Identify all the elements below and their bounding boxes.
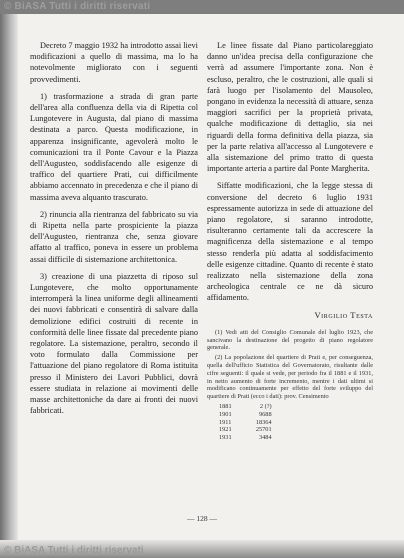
watermark-text: © BiASA Tutti i diritti riservati	[4, 1, 151, 12]
watermark-bar	[0, 0, 404, 14]
census-year: 1921	[219, 426, 232, 434]
page-bottom-shadow	[0, 540, 404, 558]
left-text-column	[30, 40, 198, 423]
census-year: 1931	[219, 434, 232, 442]
paragraph: 3) creazione di una piazzetta di riposo sul Lungotevere, che molto opportunamente interromperà la linea uniforme degli allineamenti dei nuovi fabbricati e consentirà di salvare dalla demolizione edifici costruiti di recente in conformità delle linee fissate dal precedente piano regolatore. La sistemazione, peraltro, secondo il voto formulato dalla Commissione per l'attuazione del piano regolatore di Roma istituita presso il Ministero dei Lavori Pubblici, dovrà essere studiata in relazione ai movimenti delle masse architettoniche da dare ai fronti dei nuovi fabbricati.	[30, 271, 198, 416]
paragraph: 2) rinuncia alla rientranza del fabbricato su via di Ripetta nella parte prospiciente la piazza dell'Augusteo, rientranza che, senza giovare affatto al traffico, poneva in essere un problema assai difficile di sistemazione architettonica.	[30, 209, 198, 264]
author-signature: Virgilio Testa	[314, 309, 373, 320]
census-row	[219, 434, 278, 442]
footnote: (1) Vedi atti del Consiglio Comunale del luglio 1923, che sancivano la destinazione del progetto di piano regolatore generale.	[207, 328, 373, 352]
page-number: — 128 —	[187, 514, 217, 523]
census-year: 1881	[219, 403, 232, 411]
census-population: 2 (?)	[259, 403, 272, 411]
census-row	[219, 411, 278, 419]
census-year: 1901	[219, 410, 232, 418]
page-gutter-shadow	[0, 14, 18, 558]
census-year: 1911	[219, 418, 232, 426]
census-population: 3484	[259, 434, 272, 442]
census-table	[219, 403, 278, 442]
census-row	[219, 403, 278, 411]
paragraph: 1) trasformazione a strada di gran parte dell'area alla confluenza della via di Ripetta col Lungotevere in Augusta, dal piano di massima destinata a parco. Questa modificazione, in apparenza insignificante, agevolerà molto le comunicazioni tra il Ponte Cavour e la Piazza dell'Augusteo, soddisfacendo alle esigenze di traffico del quartiere Prati, cui difficilmente abbiamo accennato in precedenza e che il piano di massima aveva alquanto trascurato.	[30, 91, 198, 202]
footnotes	[207, 329, 373, 401]
paragraph: Decreto 7 maggio 1932 ha introdotto assai lievi modificazioni a quello di massima, ma lo ha notevolmente migliorato con i seguenti provvedimenti.	[30, 41, 198, 84]
census-row	[219, 426, 278, 434]
paragraph: Le linee fissate dal Piano particolareggiato danno un'idea precisa della configurazione che verrà ad assumere l'importante zona. Non è escluso, peraltro, che le costruzioni, alle quali si farà luogo per l'isolamento del Mausoleo, pongano in evidenza la necessità di attuare, senza maggiori sacrifici per la proprietà privata, qualche modificazione di dettaglio, sia nei riguardi della forma definitiva della piazza, sia per la parte relativa all'accesso al Lungotevere e alla sistemazione del primo tratto di questa importante arteria a partire dal Ponte Margherita.	[207, 41, 373, 174]
census-row	[219, 419, 278, 427]
watermark-text: © BiASA Tutti i diritti riservati	[4, 545, 144, 556]
right-text-column	[207, 40, 373, 442]
footnote: (2) La popolazione del quartiere di Prati e, per conseguenza, quella dell'ufficio Statistica del Governatorato, risultante dalle cifre seguenti: il quale si vede, per periodo fra il 1881 e il 1931, in netto aumento di forte incremento, mentre i dati ultimi si modificano continuamente per effetto del forte sviluppo del quartiere di Prati (ecco i dati): prov. Censimento	[207, 354, 373, 401]
paragraph: Siffatte modificazioni, che la legge stessa di conversione del decreto 6 luglio 1931 espressamente autorizza in sede di attuazione del piano regolatore, si saranno introdotte, risulteranno certamente tali da accrescere la magnificenza della sistemazione e al tempo stesso renderla più adatta al soddisfacimento delle esigenze cittadine. Quanto di recente è stato realizzato nella sistemazione della zona archeologica centrale ce ne dà sicuro affidamento.	[207, 181, 373, 303]
census-population: 18364	[255, 418, 272, 426]
census-population: 9688	[259, 410, 272, 418]
census-population: 25701	[255, 426, 272, 434]
